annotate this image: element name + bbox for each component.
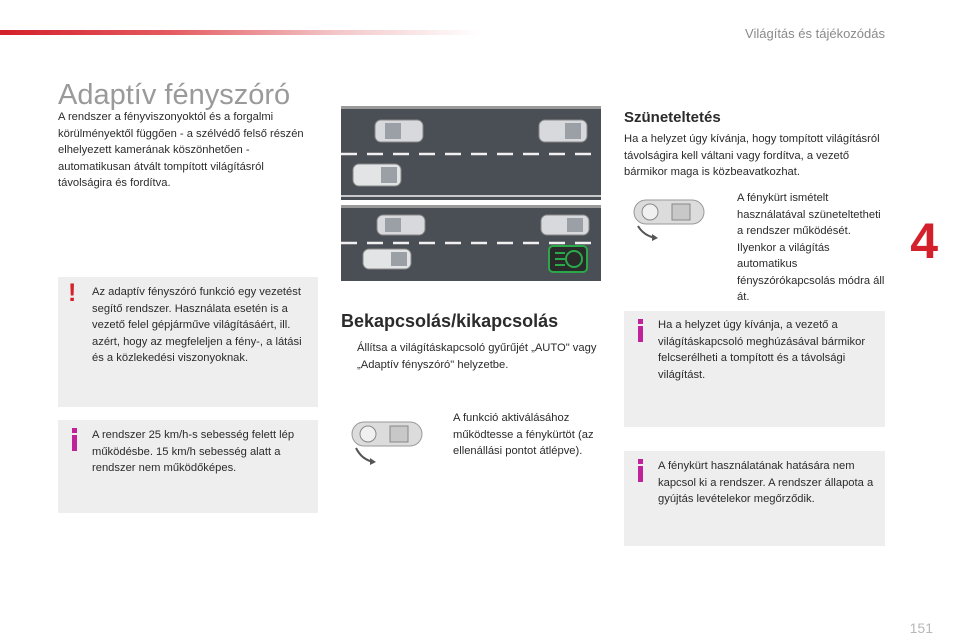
suspension-bullet-text: A fénykürt ismételt használatával szüneteltetheti a rendszer működését. Ilyenkor a világítás automatikus fényszórókapcsolás módra áll át. bbox=[737, 192, 885, 303]
suspension-heading: Szüneteltetés bbox=[624, 109, 721, 126]
light-stalk-illustration-activation bbox=[348, 412, 426, 466]
activation-step-2 bbox=[437, 410, 599, 460]
header-accent-bar bbox=[0, 30, 480, 35]
info-icon bbox=[638, 319, 643, 342]
suspension-paragraph: Ha a helyzet úgy kívánja, hogy tompított világításról távolságira kell váltani vagy fordítva, a vezető bármikor maga is közbeavatkozhat. bbox=[624, 133, 880, 178]
warning-box bbox=[58, 277, 318, 407]
page-title: Adaptív fényszóró bbox=[58, 79, 291, 112]
activation-step-2-text: A funkció aktiválásához működtesse a fénykürtöt (az ellenállási pontot átlépve). bbox=[453, 412, 594, 457]
activation-step-1-text: Állítsa a világításkapcsoló gyűrűjét „AUTO" vagy „Adaptív fényszóró" helyzetbe. bbox=[357, 342, 597, 371]
info-icon bbox=[72, 428, 77, 451]
road-illustration-bottom bbox=[341, 205, 601, 281]
info-box-switch bbox=[624, 311, 885, 427]
road-illustration-top bbox=[341, 106, 601, 200]
info-state-text: A fénykürt használatának hatására nem kapcsol ki a rendszer. A rendszer állapota a gyújtás levételekor megőrződik. bbox=[658, 460, 874, 505]
info-box-state bbox=[624, 451, 885, 546]
activation-step-1 bbox=[341, 340, 603, 373]
chapter-number: 4 bbox=[910, 213, 938, 269]
info-switch-text: Ha a helyzet úgy kívánja, a vezető a világításkapcsoló meghúzásával bármikor felcserélheti a tompított és a távolsági világítást. bbox=[658, 319, 866, 381]
exclamation-icon: ! bbox=[68, 279, 77, 307]
info-box-speed bbox=[58, 420, 318, 513]
activation-heading: Bekapcsolás/kikapcsolás bbox=[341, 311, 559, 331]
warning-text: Az adaptív fényszóró funkció egy vezetést segítő rendszer. Használata esetén is a vezető felel gépjárműve világításáért, ill. azért, hogy az megfeleljen a fény-, a látási és a közlekedési viszonyoknak. bbox=[92, 286, 302, 364]
page-number: 151 bbox=[909, 620, 933, 636]
light-stalk-illustration-suspension bbox=[630, 194, 708, 242]
info-speed-text: A rendszer 25 km/h-s sebesség felett lép működésbe. 15 km/h sebesség alatt a rendszer nem működőképes. bbox=[92, 429, 295, 474]
section-header: Világítás és tájékozódás bbox=[745, 26, 885, 41]
intro-paragraph: A rendszer a fényviszonyoktól és a forgalmi körülményektől függően - a szélvédő felső részén elhelyezett kamerának köszönhetően - automatikusan átvált tompított világításról távolságira és fordítva. bbox=[58, 111, 304, 189]
suspension-bullet bbox=[721, 190, 885, 306]
info-icon bbox=[638, 459, 643, 482]
